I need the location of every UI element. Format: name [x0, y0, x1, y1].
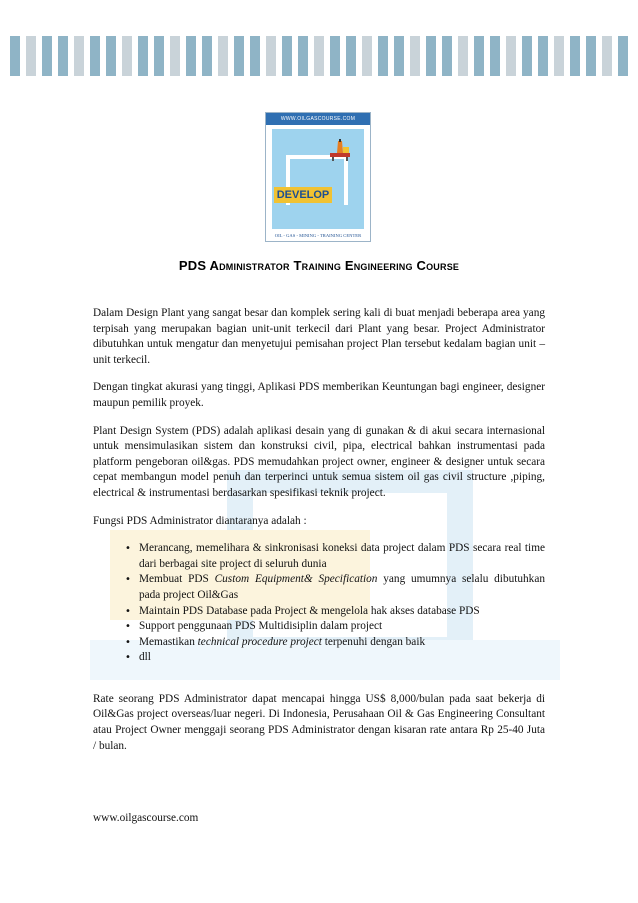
- stripe: [490, 36, 500, 76]
- stripe: [74, 36, 84, 76]
- oil-rig-icon: [328, 139, 352, 161]
- stripe: [122, 36, 132, 76]
- stripe: [90, 36, 100, 76]
- logo-wordmark: DEVELOP: [274, 187, 332, 203]
- stripe: [442, 36, 452, 76]
- list-item: • dll: [125, 650, 545, 666]
- article-body: [93, 306, 545, 766]
- stripe: [426, 36, 436, 76]
- stripe: [506, 36, 516, 76]
- stripe: [282, 36, 292, 76]
- company-logo: [265, 112, 371, 242]
- stripe: [234, 36, 244, 76]
- stripe: [266, 36, 276, 76]
- stripe: [362, 36, 372, 76]
- stripe: [394, 36, 404, 76]
- stripe: [314, 36, 324, 76]
- function-list: [93, 541, 545, 666]
- stripe: [202, 36, 212, 76]
- paragraph: Dalam Design Plant yang sangat besar dan komplek sering kali di buat menjadi beberapa area yang terpisah yang merupakan bagian unit-unit terkecil dari Plant yang besar. Project Administrator dibutuhkan untuk mengatur dan menyetujui pemisahan project Plan tersebut kedalam bagian unit –unit terkecil.: [93, 307, 545, 366]
- closing-paragraph: Rate seorang PDS Administrator dapat mencapai hingga US$ 8,000/bulan pada saat bekerja di Oil&Gas project overseas/luar negeri. Di Indonesia, Perusahaan Oil & Gas Engineering Consultant atau Project Owner menggaji seorang PDS Administrator dengan kisaran rate antara Rp 25-40 Juta / bulan.: [93, 692, 545, 752]
- stripe: [586, 36, 596, 76]
- stripe: [522, 36, 532, 76]
- decorative-stripe-band: [0, 36, 638, 76]
- logo-tagline: OIL - GAS - MINING - TRAINING CENTER: [274, 233, 362, 238]
- stripe: [298, 36, 308, 76]
- stripe: [186, 36, 196, 76]
- page-title: PDS Administrator Training Engineering Course: [178, 258, 460, 273]
- stripe: [378, 36, 388, 76]
- stripe: [42, 36, 52, 76]
- stripe: [58, 36, 68, 76]
- stripe: [410, 36, 420, 76]
- paragraph: Dengan tingkat akurasi yang tinggi, Aplikasi PDS memberikan Keuntungan bagi engineer, designer maupun pemilik proyek.: [93, 381, 545, 409]
- stripe: [218, 36, 228, 76]
- stripe: [138, 36, 148, 76]
- stripe: [106, 36, 116, 76]
- stripe: [474, 36, 484, 76]
- stripe: [458, 36, 468, 76]
- paragraph: Plant Design System (PDS) adalah aplikasi desain yang di gunakan & di akui secara internasional untuk mensimulasikan sistem dan konstruksi civil, pipa, electrical bahkan instrumentasi pada platform pengeboran oil&gas. PDS memudahkan project owner, engineer & designer untuk secara cepat membangun model penuh dan terperinci untuk semua sistem oil gas civil structure ,piping, electrical & instrumentasi berdasarkan spesifikasi teknik project.: [93, 424, 545, 499]
- list-intro: Fungsi PDS Administrator diantaranya adalah :: [93, 514, 307, 527]
- list-item: • Membuat PDS Custom Equipment& Specification yang umumnya selalu dibutuhkan pada project Oil&Gas: [125, 572, 545, 603]
- stripe: [170, 36, 180, 76]
- stripe: [346, 36, 356, 76]
- stripe: [330, 36, 340, 76]
- stripe: [618, 36, 628, 76]
- logo-url-text: WWW.OILGASCOURSE.COM: [266, 113, 370, 125]
- stripe: [538, 36, 548, 76]
- list-item: • Maintain PDS Database pada Project & mengelola hak akses database PDS: [125, 604, 545, 620]
- list-item: • Support penggunaan PDS Multidisiplin dalam project: [125, 619, 545, 635]
- stripe: [570, 36, 580, 76]
- list-item: • Memastikan technical procedure project terpenuhi dengan baik: [125, 635, 545, 651]
- stripe: [250, 36, 260, 76]
- stripe: [554, 36, 564, 76]
- stripe: [154, 36, 164, 76]
- stripe: [10, 36, 20, 76]
- list-item: • Merancang, memelihara & sinkronisasi koneksi data project dalam PDS secara real time dari berbagai site project di seluruh dunia: [125, 541, 545, 572]
- footer-url: www.oilgascourse.com: [93, 812, 199, 824]
- stripe: [26, 36, 36, 76]
- stripe: [602, 36, 612, 76]
